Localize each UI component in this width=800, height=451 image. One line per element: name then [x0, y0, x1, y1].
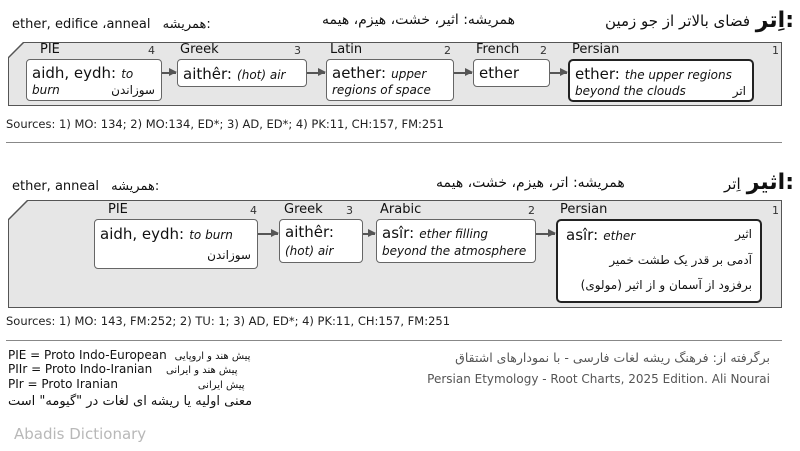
node-gloss-2: beyond the atmosphere — [382, 244, 527, 258]
entry1-title: اِتر: — [755, 8, 794, 33]
legend-piir — [8, 362, 237, 376]
entry2-cognates-en — [12, 179, 159, 194]
e2-lang-arabic: Arabic — [380, 202, 422, 217]
node-word: asîr: — [566, 226, 599, 244]
entry2-title: اثیر: — [746, 170, 794, 195]
e1-arrow-2 — [307, 72, 325, 74]
e1-node-pie — [26, 59, 162, 101]
node-gloss: (hot) air — [237, 68, 286, 82]
watermark: Abadis Dictionary — [14, 425, 147, 443]
node-gloss: ether — [603, 229, 636, 243]
e2-sources: Sources: 1) MO: 143, FM:252; 2) TU: 1; 3) AD, ED*; 4) PK:11, CH:157, FM:251 — [6, 314, 451, 328]
e2-num-greek: 3 — [346, 204, 353, 217]
cognates-en-words: ether, anneal — [12, 179, 99, 194]
cognates-label: همریشه: — [463, 12, 516, 28]
legend-piir-en: PIIr = Proto Indo-Iranian — [8, 362, 153, 376]
legend-pie-fa: پیش هند و اروپایی — [174, 351, 251, 362]
legend-piir-fa: پیش هند و ایرانی — [166, 365, 238, 376]
node-gloss-2: regions of space — [332, 83, 431, 97]
node-word: ether: — [575, 65, 620, 83]
e2-node-greek — [279, 219, 363, 263]
node-fa: اثیر — [735, 227, 752, 241]
entry1-definition: فضای بالاتر از جو زمین — [605, 12, 750, 30]
entry2-title-sub: اِتر — [724, 175, 741, 193]
entry1-cognates-en — [12, 17, 211, 32]
node-word: aidh, eydh: — [32, 64, 117, 82]
cognates-words: اثیر، خشت، هیزم، هیمه — [322, 12, 459, 28]
cognates-en-label: همریشه: — [162, 17, 211, 32]
node-gloss: to — [121, 67, 134, 81]
legend-pie — [8, 348, 250, 362]
e1-node-latin — [326, 59, 454, 101]
node-fa: اتر — [732, 84, 746, 98]
e2-arrow-2 — [363, 233, 375, 235]
node-word: aithêr: — [285, 223, 334, 241]
node-fa: سوزاندن — [207, 248, 251, 262]
e1-num-french: 2 — [540, 44, 547, 57]
e2-lang-pie: PIE — [108, 202, 128, 217]
divider — [6, 340, 782, 341]
entry1-cognates-fa — [322, 12, 515, 28]
e1-num-latin: 2 — [444, 44, 451, 57]
e2-node-arabic — [376, 219, 536, 263]
e2-node-pie — [94, 219, 258, 269]
band-corner — [8, 200, 30, 222]
e2-arrow-3 — [536, 233, 555, 235]
divider — [6, 142, 782, 143]
cognates-en-label: همریشه: — [111, 179, 160, 194]
node-gloss: upper — [391, 67, 427, 81]
legend-pir-fa: پیش ایرانی — [197, 380, 245, 391]
node-word: aidh, eydh: — [100, 225, 185, 243]
cognates-label: همریشه: — [572, 175, 625, 191]
e1-num-greek: 3 — [294, 44, 301, 57]
node-gloss-2: beyond the clouds — [575, 84, 686, 98]
credit-fa: برگرفته از: فرهنگ ریشه لغات فارسی - با نمودارهای اشتقاق — [455, 350, 770, 365]
e1-num-pie: 4 — [148, 44, 155, 57]
legend-pir — [8, 377, 245, 391]
node-gloss-2: burn — [32, 83, 60, 97]
e1-lang-persian: Persian — [572, 42, 620, 57]
node-fa: سوزاندن — [111, 83, 155, 97]
node-poem-line-1: آدمی بر قدر یک طشت خمیر — [609, 253, 752, 267]
band-corner — [8, 42, 26, 60]
node-gloss: to burn — [189, 228, 233, 242]
cognates-words: اتر، هیزم، خشت، هیمه — [436, 175, 569, 191]
e1-arrow-4 — [550, 72, 567, 74]
e2-node-persian — [556, 219, 762, 303]
e1-lang-greek: Greek — [180, 42, 219, 57]
legend-pie-en: PIE = Proto Indo-European — [8, 348, 167, 362]
e1-lang-pie: PIE — [40, 42, 60, 57]
node-word: aether: — [332, 64, 386, 82]
e2-num-arabic: 2 — [528, 204, 535, 217]
node-poem-line-2: برفزود از آسمان و از اثیر (مولوی) — [580, 278, 752, 292]
legend-pir-en: PIr = Proto Iranian — [8, 377, 119, 391]
e1-lang-french: French — [476, 42, 520, 57]
e1-node-french — [473, 59, 550, 87]
e1-node-greek — [177, 59, 307, 87]
e2-arrow-1 — [258, 233, 278, 235]
entry2-cognates-fa — [436, 175, 625, 191]
e1-node-persian — [568, 59, 754, 102]
node-gloss: ether filling — [419, 227, 489, 241]
e2-num-pie: 4 — [250, 204, 257, 217]
node-gloss: the upper regions — [624, 68, 732, 82]
node-gloss: (hot) air — [285, 244, 334, 258]
cognates-en-words: ether, edifice ،anneal — [12, 17, 151, 32]
e2-num-persian: 1 — [772, 204, 779, 217]
e1-sources: Sources: 1) MO: 134; 2) MO:134, ED*; 3) AD, ED*; 4) PK:11, CH:157, FM:251 — [6, 117, 444, 131]
node-word: ether — [479, 64, 520, 82]
credit-en: Persian Etymology - Root Charts, 2025 Edition. Ali Nourai — [427, 372, 770, 386]
e1-arrow-3 — [454, 72, 472, 74]
e2-lang-greek: Greek — [284, 202, 323, 217]
node-word: aithêr: — [183, 65, 232, 83]
node-word: asîr: — [382, 224, 415, 242]
e2-lang-persian: Persian — [560, 202, 608, 217]
legend-note: معنی اولیه یا ریشه ای لغات در "گیومه" است — [8, 394, 253, 409]
e1-lang-latin: Latin — [330, 42, 363, 57]
e1-arrow-1 — [162, 72, 176, 74]
e1-num-persian: 1 — [772, 44, 779, 57]
